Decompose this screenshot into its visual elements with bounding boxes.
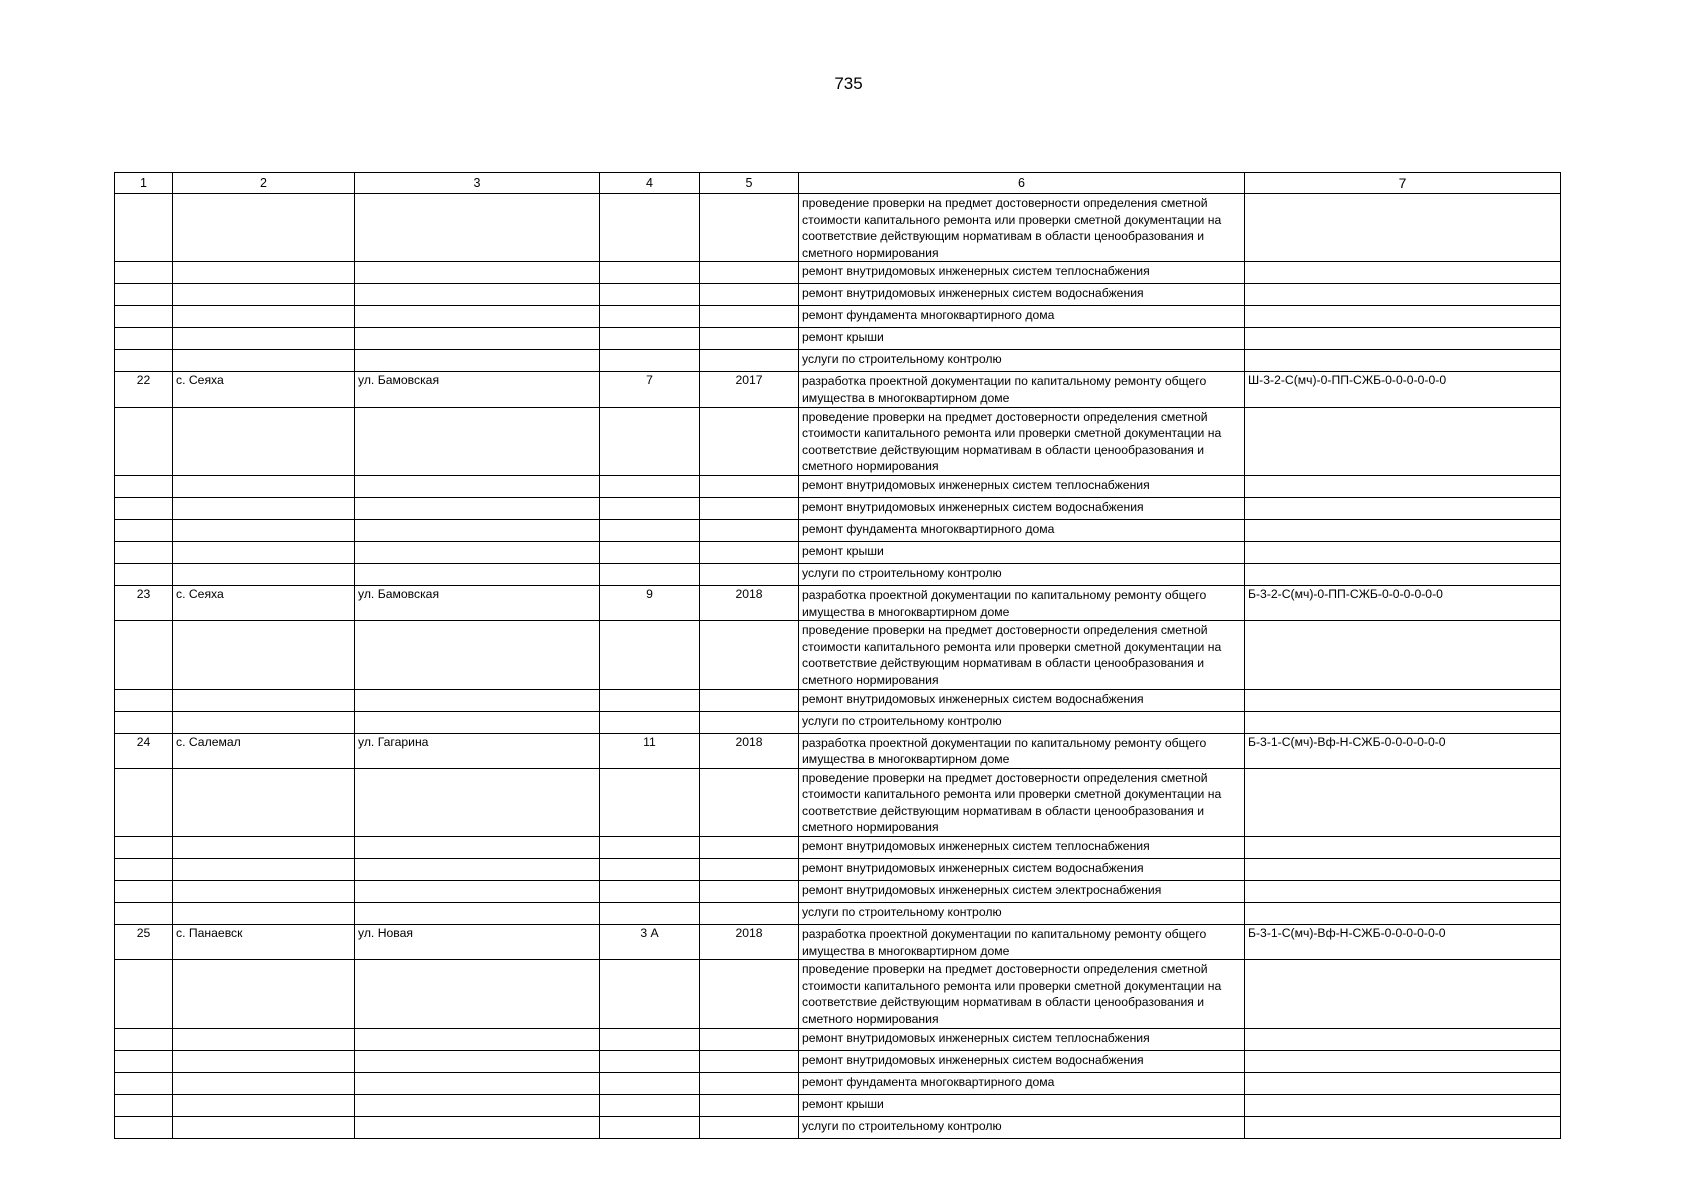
house-number-cell [600,541,700,563]
work-type-cell: ремонт внутридомовых инженерных систем водоснабжения [799,284,1245,306]
code-cell [1245,475,1561,497]
work-type-cell: ремонт внутридомовых инженерных систем теплоснабжения [799,837,1245,859]
row-number-cell [115,837,173,859]
code-cell [1245,262,1561,284]
year-cell [700,1094,799,1116]
house-number-cell [600,1094,700,1116]
settlement-cell: с. Сеяха [173,372,355,407]
house-number-cell [600,497,700,519]
code-cell [1245,1028,1561,1050]
settlement-cell [173,262,355,284]
column-header-2: 2 [173,173,355,194]
table-row [115,903,1561,925]
house-number-cell [600,881,700,903]
code-cell [1245,689,1561,711]
street-cell [355,1028,600,1050]
row-number-cell: 23 [115,585,173,620]
row-number-cell [115,306,173,328]
settlement-cell [173,497,355,519]
year-cell [700,475,799,497]
settlement-cell [173,519,355,541]
table-row [115,328,1561,350]
column-header-5: 5 [700,173,799,194]
house-number-cell [600,621,700,689]
table-row [115,768,1561,836]
row-number-cell: 24 [115,733,173,768]
code-cell: Ш-3-2-С(мч)-0-ПП-СЖБ-0-0-0-0-0-0 [1245,372,1561,407]
table-row [115,284,1561,306]
house-number-cell [600,1072,700,1094]
street-cell [355,541,600,563]
street-cell [355,837,600,859]
table-row [115,711,1561,733]
work-type-cell: разработка проектной документации по капитальному ремонту общего имущества в многоквартирном доме [799,372,1245,407]
house-number-cell [600,519,700,541]
row-number-cell [115,194,173,262]
table-row [115,925,1561,960]
settlement-cell [173,711,355,733]
table-row [115,585,1561,620]
year-cell [700,407,799,475]
code-cell [1245,1116,1561,1138]
page-number: 735 [834,74,863,93]
work-type-cell: ремонт внутридомовых инженерных систем электроснабжения [799,881,1245,903]
work-type-cell: ремонт крыши [799,541,1245,563]
work-type-cell: ремонт крыши [799,1094,1245,1116]
code-cell [1245,711,1561,733]
row-number-cell [115,1050,173,1072]
year-cell [700,306,799,328]
house-number-cell [600,711,700,733]
code-cell [1245,859,1561,881]
street-cell [355,689,600,711]
table-row [115,262,1561,284]
work-type-cell: разработка проектной документации по капитальному ремонту общего имущества в многоквартирном доме [799,925,1245,960]
settlement-cell [173,541,355,563]
street-cell: ул. Гагарина [355,733,600,768]
row-number-cell [115,475,173,497]
settlement-cell [173,960,355,1028]
row-number-cell [115,711,173,733]
table-row [115,541,1561,563]
row-number-cell [115,1028,173,1050]
column-header-4: 4 [600,173,700,194]
settlement-cell [173,407,355,475]
table-row [115,350,1561,372]
year-cell [700,1116,799,1138]
house-number-cell [600,328,700,350]
code-cell [1245,194,1561,262]
table-body [115,173,1561,1139]
year-cell [700,621,799,689]
code-cell [1245,350,1561,372]
year-cell: 2018 [700,585,799,620]
table-row [115,519,1561,541]
work-type-cell: проведение проверки на предмет достоверности определения сметной стоимости капитального ремонта или проверки сметной документации на соответствие действующим нормативам в области ценообразования и сметного нормирования [799,194,1245,262]
work-type-cell: услуги по строительному контролю [799,350,1245,372]
row-number-cell [115,1116,173,1138]
year-cell [700,563,799,585]
work-type-cell: проведение проверки на предмет достоверности определения сметной стоимости капитального ремонта или проверки сметной документации на соответствие действующим нормативам в области ценообразования и сметного нормирования [799,621,1245,689]
row-number-cell: 25 [115,925,173,960]
settlement-cell [173,284,355,306]
row-number-cell [115,960,173,1028]
year-cell [700,711,799,733]
house-number-cell [600,306,700,328]
street-cell [355,284,600,306]
row-number-cell [115,859,173,881]
code-cell [1245,960,1561,1028]
street-cell [355,881,600,903]
work-type-cell: ремонт внутридомовых инженерных систем водоснабжения [799,497,1245,519]
year-cell [700,768,799,836]
year-cell: 2018 [700,925,799,960]
code-cell [1245,519,1561,541]
row-number-cell [115,621,173,689]
code-cell [1245,837,1561,859]
street-cell [355,960,600,1028]
row-number-cell [115,563,173,585]
street-cell [355,407,600,475]
settlement-cell [173,328,355,350]
house-number-cell [600,1028,700,1050]
work-type-cell: разработка проектной документации по капитальному ремонту общего имущества в многоквартирном доме [799,585,1245,620]
house-number-cell: 7 [600,372,700,407]
settlement-cell [173,306,355,328]
house-number-cell: 3 А [600,925,700,960]
house-number-cell [600,194,700,262]
street-cell [355,859,600,881]
street-cell [355,497,600,519]
year-cell: 2018 [700,733,799,768]
settlement-cell [173,475,355,497]
table-row [115,960,1561,1028]
table-row [115,475,1561,497]
row-number-cell [115,497,173,519]
work-type-cell: проведение проверки на предмет достоверности определения сметной стоимости капитального ремонта или проверки сметной документации на соответствие действующим нормативам в области ценообразования и сметного нормирования [799,407,1245,475]
column-header-7: 7 [1245,173,1561,194]
year-cell [700,1050,799,1072]
code-cell [1245,903,1561,925]
house-number-cell [600,350,700,372]
code-cell [1245,407,1561,475]
year-cell [700,837,799,859]
settlement-cell [173,1116,355,1138]
code-cell: Б-3-2-С(мч)-0-ПП-СЖБ-0-0-0-0-0-0 [1245,585,1561,620]
street-cell [355,1050,600,1072]
settlement-cell [173,837,355,859]
work-type-cell: услуги по строительному контролю [799,711,1245,733]
row-number-cell [115,903,173,925]
table-row [115,1050,1561,1072]
work-type-cell: ремонт внутридомовых инженерных систем теплоснабжения [799,262,1245,284]
year-cell [700,960,799,1028]
row-number-cell [115,350,173,372]
table-header-row [115,173,1561,194]
row-number-cell [115,541,173,563]
table-row [115,1094,1561,1116]
settlement-cell [173,1072,355,1094]
house-number-cell [600,262,700,284]
work-type-cell: ремонт фундамента многоквартирного дома [799,306,1245,328]
code-cell [1245,497,1561,519]
street-cell [355,1094,600,1116]
table-row [115,1072,1561,1094]
code-cell [1245,284,1561,306]
table-row [115,372,1561,407]
work-type-cell: ремонт фундамента многоквартирного дома [799,1072,1245,1094]
house-number-cell [600,768,700,836]
column-header-6: 6 [799,173,1245,194]
row-number-cell [115,328,173,350]
column-header-3: 3 [355,173,600,194]
street-cell [355,621,600,689]
year-cell [700,262,799,284]
work-type-cell: ремонт внутридомовых инженерных систем теплоснабжения [799,1028,1245,1050]
street-cell [355,903,600,925]
year-cell [700,881,799,903]
code-cell [1245,881,1561,903]
house-number-cell [600,475,700,497]
work-type-cell: услуги по строительному контролю [799,1116,1245,1138]
code-cell [1245,328,1561,350]
house-number-cell [600,1116,700,1138]
table-row [115,689,1561,711]
year-cell [700,284,799,306]
code-cell [1245,306,1561,328]
year-cell [700,350,799,372]
settlement-cell [173,621,355,689]
work-type-cell: разработка проектной документации по капитальному ремонту общего имущества в многоквартирном доме [799,733,1245,768]
code-cell: Б-3-1-С(мч)-Вф-Н-СЖБ-0-0-0-0-0-0 [1245,925,1561,960]
work-type-cell: ремонт внутридомовых инженерных систем водоснабжения [799,1050,1245,1072]
settlement-cell [173,903,355,925]
house-number-cell [600,960,700,1028]
settlement-cell [173,1028,355,1050]
settlement-cell: с. Сеяха [173,585,355,620]
year-cell [700,903,799,925]
table-row [115,306,1561,328]
work-type-cell: ремонт фундамента многоквартирного дома [799,519,1245,541]
house-number-cell: 9 [600,585,700,620]
year-cell [700,519,799,541]
settlement-cell: с. Салемал [173,733,355,768]
year-cell [700,497,799,519]
house-number-cell [600,1050,700,1072]
work-type-cell: ремонт внутридомовых инженерных систем водоснабжения [799,859,1245,881]
settlement-cell [173,859,355,881]
street-cell: ул. Бамовская [355,585,600,620]
street-cell [355,711,600,733]
year-cell [700,1072,799,1094]
code-cell [1245,563,1561,585]
settlement-cell [173,768,355,836]
table-row [115,1116,1561,1138]
table-row [115,859,1561,881]
street-cell [355,262,600,284]
row-number-cell [115,284,173,306]
row-number-cell [115,1072,173,1094]
code-cell [1245,1094,1561,1116]
table-row [115,407,1561,475]
house-number-cell [600,837,700,859]
settlement-cell [173,881,355,903]
table-row [115,1028,1561,1050]
street-cell [355,768,600,836]
row-number-cell [115,768,173,836]
code-cell [1245,1072,1561,1094]
year-cell [700,1028,799,1050]
works-table [114,172,1561,1139]
table-row [115,497,1561,519]
code-cell [1245,1050,1561,1072]
settlement-cell [173,689,355,711]
house-number-cell [600,284,700,306]
table-row [115,733,1561,768]
settlement-cell [173,1094,355,1116]
work-type-cell: ремонт внутридомовых инженерных систем теплоснабжения [799,475,1245,497]
settlement-cell [173,563,355,585]
table-row [115,881,1561,903]
settlement-cell [173,194,355,262]
street-cell [355,519,600,541]
work-type-cell: ремонт крыши [799,328,1245,350]
street-cell: ул. Новая [355,925,600,960]
table-row [115,563,1561,585]
house-number-cell [600,689,700,711]
year-cell [700,689,799,711]
year-cell: 2017 [700,372,799,407]
row-number-cell [115,1094,173,1116]
house-number-cell [600,859,700,881]
year-cell [700,194,799,262]
house-number-cell [600,407,700,475]
street-cell [355,475,600,497]
table-row [115,621,1561,689]
street-cell [355,1072,600,1094]
row-number-cell [115,689,173,711]
house-number-cell: 11 [600,733,700,768]
street-cell [355,1116,600,1138]
table-row [115,194,1561,262]
year-cell [700,328,799,350]
row-number-cell [115,262,173,284]
year-cell [700,541,799,563]
settlement-cell [173,1050,355,1072]
row-number-cell [115,407,173,475]
row-number-cell [115,519,173,541]
street-cell [355,306,600,328]
settlement-cell [173,350,355,372]
house-number-cell [600,563,700,585]
work-type-cell: проведение проверки на предмет достоверности определения сметной стоимости капитального ремонта или проверки сметной документации на соответствие действующим нормативам в области ценообразования и сметного нормирования [799,768,1245,836]
settlement-cell: с. Панаевск [173,925,355,960]
table-row [115,837,1561,859]
street-cell [355,563,600,585]
house-number-cell [600,903,700,925]
street-cell [355,350,600,372]
street-cell [355,328,600,350]
work-type-cell: услуги по строительному контролю [799,563,1245,585]
work-type-cell: услуги по строительному контролю [799,903,1245,925]
street-cell: ул. Бамовская [355,372,600,407]
work-type-cell: проведение проверки на предмет достоверности определения сметной стоимости капитального ремонта или проверки сметной документации на соответствие действующим нормативам в области ценообразования и сметного нормирования [799,960,1245,1028]
code-cell: Б-3-1-С(мч)-Вф-Н-СЖБ-0-0-0-0-0-0 [1245,733,1561,768]
row-number-cell [115,881,173,903]
code-cell [1245,541,1561,563]
code-cell [1245,621,1561,689]
work-type-cell: ремонт внутридомовых инженерных систем водоснабжения [799,689,1245,711]
column-header-1: 1 [115,173,173,194]
street-cell [355,194,600,262]
year-cell [700,859,799,881]
row-number-cell: 22 [115,372,173,407]
code-cell [1245,768,1561,836]
